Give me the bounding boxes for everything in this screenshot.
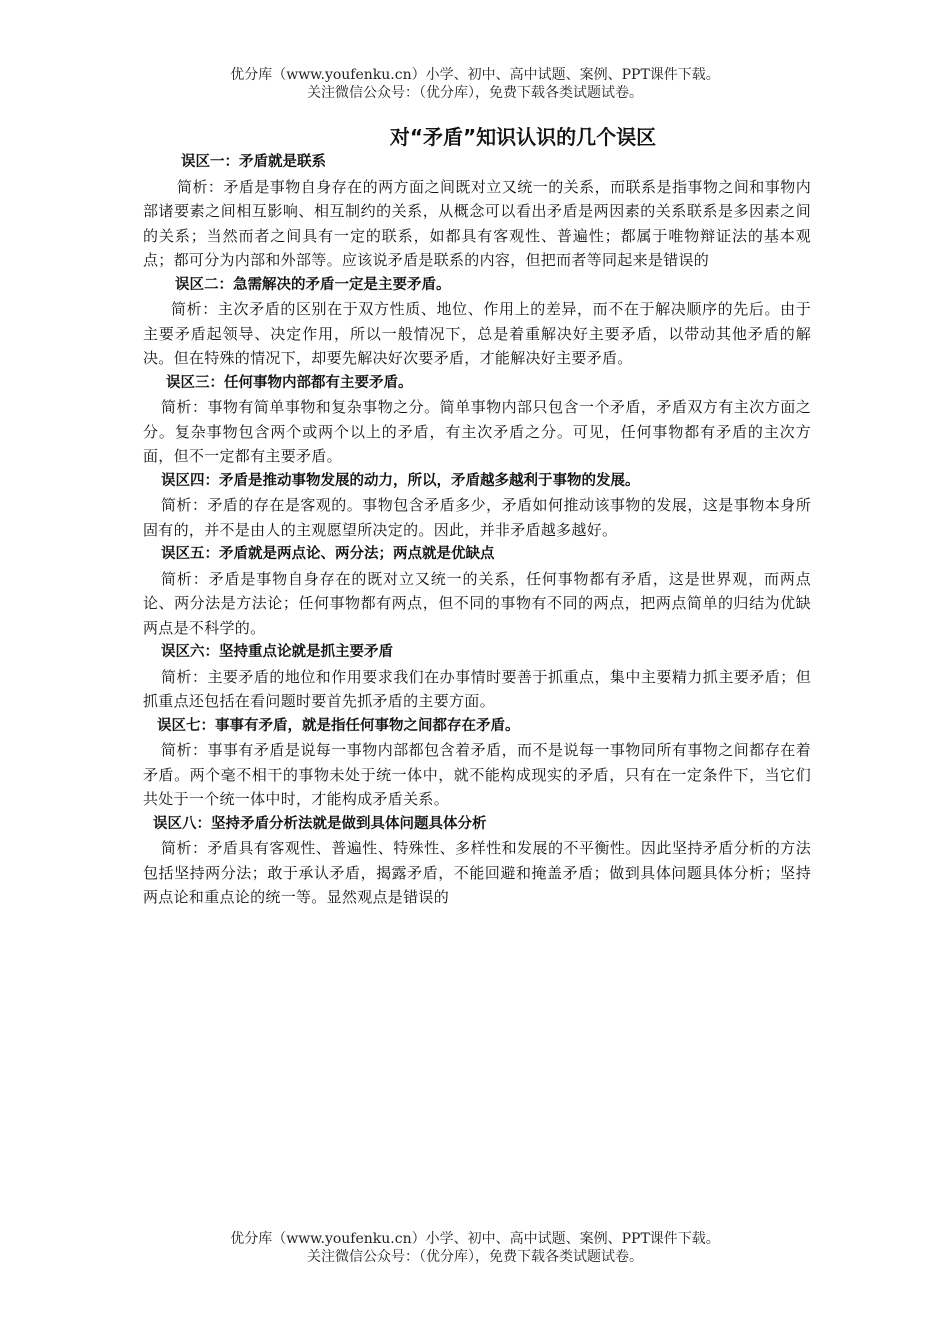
section-heading-1: 误区一：矛盾就是联系 [181, 154, 326, 170]
section-heading-4: 误区四：矛盾是推动事物发展的动力，所以，矛盾越多越利于事物的发展。 [161, 472, 640, 489]
header-line-1: 优分库（www.youfenku.cn）小学、初中、高中试题、案例、PPT课件下载。 [230, 67, 720, 83]
section-heading-2: 误区二：急需解决的矛盾一定是主要矛盾。 [175, 276, 451, 293]
section-heading-7: 误区七：事事有矛盾，就是指任何事物之间都存在矛盾。 [157, 717, 520, 734]
section-heading-3: 误区三：任何事物内部都有主要矛盾。 [166, 374, 413, 391]
page-footer [0, 1230, 950, 1266]
section-analysis-7: 简析：事事有矛盾是说每一事物内部都包含着矛盾，而不是说每一事物同所有事物之间都存在着矛盾。两个毫不相干的事物未处于统一体中，就不能构成现实的矛盾，只有在一定条件下，当它们共处于一个统一体中时，才能构成矛盾关系。 [143, 741, 811, 808]
page-header [0, 66, 950, 102]
footer-line-1: 优分库（www.youfenku.cn）小学、初中、高中试题、案例、PPT课件下载。 [230, 1231, 720, 1247]
section-heading-5: 误区五：矛盾就是两点论、两分法；两点就是优缺点 [161, 546, 495, 562]
section-heading-8: 误区八：坚持矛盾分析法就是做到具体问题具体分析 [153, 815, 487, 832]
document-body [143, 150, 811, 910]
header-line-2: 关注微信公众号：（优分库），免费下载各类试题试卷。 [307, 85, 643, 101]
section-analysis-1: 简析：矛盾是事物自身存在的两方面之间既对立又统一的关系，而联系是指事物之间和事物内部诸要素之间相互影响、相互制约的关系，从概念可以看出矛盾是两因素的关系联系是多因素之间的关系；当然而者之间具有一定的联系，如都具有客观性、普遍性；都属于唯物辩证法的基本观点；都可分为内部和外部等。应该说矛盾是联系的内容，但把而者等同起来是错误的 [143, 177, 811, 269]
section-analysis-8: 简析：矛盾具有客观性、普遍性、特殊性、多样性和发展的不平衡性。因此坚持矛盾分析的方法包括坚持两分法；敢于承认矛盾，揭露矛盾，不能回避和掩盖矛盾；做到具体问题具体分析；坚持两点论和重点论的统一等。显然观点是错误的 [143, 839, 811, 906]
page-title: 对“矛盾”知识认识的几个误区 [389, 125, 657, 149]
section-analysis-4: 简析：矛盾的存在是客观的。事物包含矛盾多少，矛盾如何推动该事物的发展，这是事物本身所固有的，并不是由人的主观愿望所决定的。因此，并非矛盾越多越好。 [143, 496, 811, 539]
footer-line-2: 关注微信公众号：（优分库），免费下载各类试题试卷。 [307, 1249, 643, 1265]
section-analysis-3: 简析：事物有简单事物和复杂事物之分。简单事物内部只包含一个矛盾，矛盾双方有主次方面之分。复杂事物包含两个或两个以上的矛盾，有主次矛盾之分。可见，任何事物都有矛盾的主次方面，但不一定都有主要矛盾。 [143, 398, 811, 465]
section-heading-6: 误区六：坚持重点论就是抓主要矛盾 [161, 644, 393, 660]
section-analysis-5: 简析：矛盾是事物自身存在的既对立又统一的关系，任何事物都有矛盾，这是世界观，而两点论、两分法是方法论；任何事物都有两点，但不同的事物有不同的两点，把两点简单的归结为优缺两点是不科学的。 [143, 569, 811, 637]
section-analysis-6: 简析：主要矛盾的地位和作用要求我们在办事情时要善于抓重点，集中主要精力抓主要矛盾；但抓重点还包括在看问题时要首先抓矛盾的主要方面。 [143, 667, 811, 710]
section-analysis-2: 简析：主次矛盾的区别在于双方性质、地位、作用上的差异，而不在于解决顺序的先后。由于主要矛盾起领导、决定作用，所以一般情况下，总是着重解决好主要矛盾，以带动其他矛盾的解决。但在特殊的情况下，却要先解决好次要矛盾，才能解决好主要矛盾。 [143, 300, 811, 367]
